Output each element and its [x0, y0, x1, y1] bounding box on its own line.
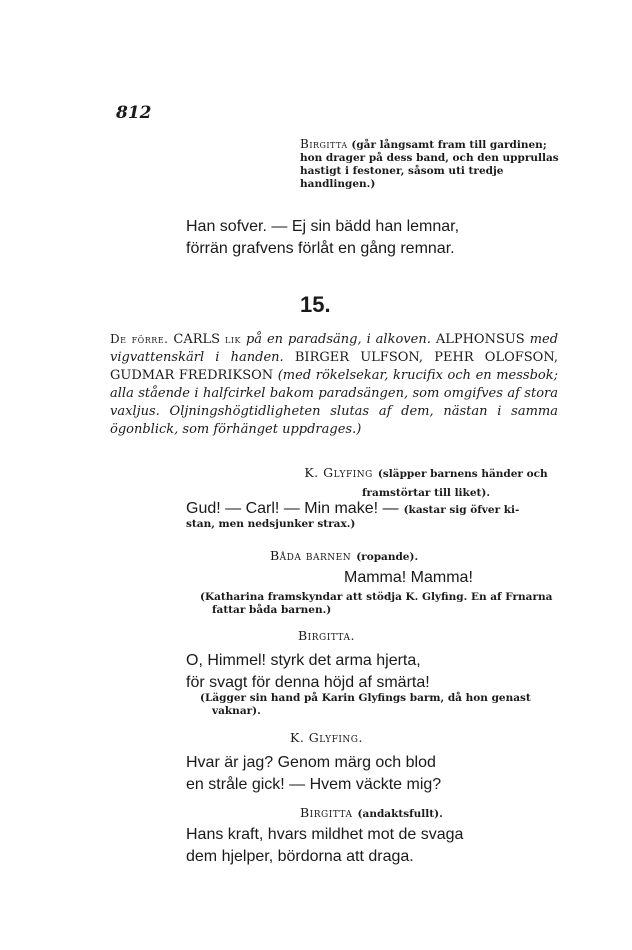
cast-item: CARLS — [173, 332, 221, 347]
speaker-heading — [290, 462, 562, 500]
verse-block — [186, 824, 463, 868]
stage-direction: (ropande). — [356, 551, 419, 563]
verse-line: Hvar är jag? Genom märg och blod — [186, 754, 436, 771]
verse-block — [186, 216, 459, 260]
stage-direction-block — [300, 138, 570, 191]
speaker-name: K. Glyfing. — [290, 730, 363, 745]
scene-number: 15. — [300, 292, 331, 317]
speaker-name: Båda barnen — [270, 548, 352, 563]
stage-direction: stan, men nedsjunker strax.) — [186, 518, 356, 530]
verse-line: förrän grafvens förlåt en gång remnar. — [186, 240, 455, 257]
verse-line: för svagt för denna höjd af smärta! — [186, 674, 430, 691]
stage-direction: (kastar sig öfver ki- — [403, 504, 520, 516]
speaker-name: Birgitta — [300, 137, 348, 151]
stage-direction: (Lägger sin hand på Karin Glyfings barm, då hon genast vaknar). — [200, 692, 531, 717]
cast-item: (med rökelsekar, krucifix och en messbok; alla stående i halfcirkel bakom paradsängen, som omgifves af stora vaxljus. Oljningshögtidligheten slutas af dem, nästan i samma ögonblick, som förhänget uppdrages.) — [110, 368, 558, 437]
verse-line: Hans kraft, hvars mildhet mot de svaga — [186, 826, 464, 843]
speaker-heading — [300, 802, 443, 821]
verse-block — [186, 752, 441, 796]
cast-item: på en paradsäng, i alkoven. — [245, 332, 431, 347]
cast-item: lik — [225, 333, 241, 346]
verse-line: dem hjelper, bördorna att draga. — [186, 848, 414, 865]
verse-line: O, Himmel! styrk det arma hjerta, — [186, 652, 421, 669]
stage-direction: (går långsamt fram till gardinen; hon drager på dess band, och den upprullas hastigt i festoner, såsom uti tredje handlingen.) — [300, 139, 559, 190]
speaker-name: Birgitta. — [298, 628, 355, 643]
cast-list — [110, 330, 558, 439]
speaker-heading — [270, 545, 418, 564]
cast-item: med vigvattenskärl i handen. — [110, 332, 559, 365]
stage-direction: (Katharina framskyndar att stödja K. Glyfing. En af Frnarna fattar båda barnen.) — [200, 591, 553, 616]
cast-item: BIRGER ULFSON, PEHR OLOFSON, GUDMAR FREDRIKSON — [110, 350, 559, 383]
verse-line: Gud! — Carl! — Min make! — — [186, 500, 399, 517]
stage-direction: (andaktsfullt). — [357, 808, 443, 820]
cast-item: ALPHONSUS — [435, 332, 525, 347]
speaker-name: Birgitta — [300, 805, 353, 820]
verse-line: Han sofver. — Ej sin bädd han lemnar, — [186, 218, 460, 235]
stage-direction: (släpper barnens händer och framstörtar till liket). — [362, 468, 548, 499]
direction-with-speaker — [300, 138, 570, 191]
speaker-name: K. Glyfing — [304, 465, 373, 480]
verse-line: en stråle gick! — Hvem väckte mig? — [186, 776, 442, 793]
page-number: 812 — [116, 103, 152, 123]
verse-line: Mamma! Mamma! — [344, 569, 473, 586]
cast-label: De förre. — [110, 332, 169, 346]
verse-block — [186, 650, 430, 694]
verse-with-direction — [186, 498, 566, 520]
